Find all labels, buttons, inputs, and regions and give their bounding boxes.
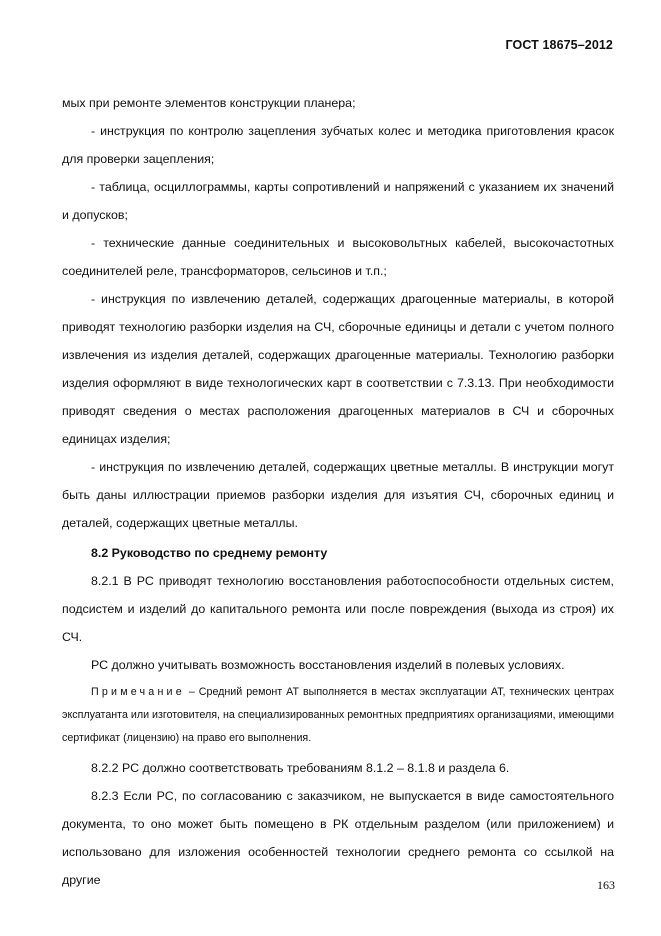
- list-item: - инструкция по извлечению деталей, содержащих драгоценные материалы, в которой приводят технологию разборки изделия на СЧ, сборочные единицы и детали с учетом полного извлечения из изделия деталей, содержащих драгоценные материалы. Технологию разборки изделия оформляют в виде технологических карт в соответствии с 7.3.13. При необходимости приводят сведения о местах расположения драгоценных материалов в СЧ и сборочных единицах изделия;: [62, 292, 614, 446]
- paragraph: мых при ремонте элементов конструкции планера;: [62, 96, 356, 110]
- note-label: Примечание: [91, 686, 185, 698]
- paragraph: РС должно учитывать возможность восстановления изделий в полевых условиях.: [91, 658, 565, 672]
- paragraph: 8.2.3 Если РС, по согласованию с заказчиком, не выпускается в виде самостоятельного документа, то оно может быть помещено в РК отдельным разделом (или приложением) и использовано для изложения особенностей технологии среднего ремонта со ссылкой на другие: [62, 789, 614, 887]
- page-number: 163: [597, 878, 615, 892]
- note: [62, 681, 614, 750]
- section-heading: 8.2 Руководство по среднему ремонту: [91, 546, 328, 560]
- list-item: - инструкция по контролю зацепления зубчатых колес и методика приготовления красок для проверки зацепления;: [62, 124, 614, 166]
- list-item: - инструкция по извлечению деталей, содержащих цветные металлы. В инструкции могут быть даны иллюстрации приемов разборки изделия для изъятия СЧ, сборочных единиц и деталей, содержащих цветные металлы.: [62, 460, 614, 530]
- note-text: – Средний ремонт АТ выполняется в местах эксплуатации АТ, технических центрах эксплуатанта или изготовителя, на специализированных ремонтных предприятиях организациями, имеющими сертификат (лицензию) на право его выполнения.: [62, 686, 614, 744]
- list-item: - технические данные соединительных и высоковольтных кабелей, высокочастотных соединителей реле, трансформаторов, сельсинов и т.п.;: [62, 236, 614, 278]
- paragraph: 8.2.1 В РС приводят технологию восстановления работоспособности отдельных систем, подсистем и изделий до капитального ремонта или после повреждения (выхода из строя) их СЧ.: [62, 574, 614, 644]
- document-id-header: ГОСТ 18675–2012: [505, 38, 613, 52]
- paragraph: 8.2.2 РС должно соответствовать требованиям 8.1.2 – 8.1.8 и раздела 6.: [91, 761, 510, 775]
- list-item: - таблица, осциллограммы, карты сопротивлений и напряжений с указанием их значений и допусков;: [62, 180, 614, 222]
- body-text: [62, 89, 614, 894]
